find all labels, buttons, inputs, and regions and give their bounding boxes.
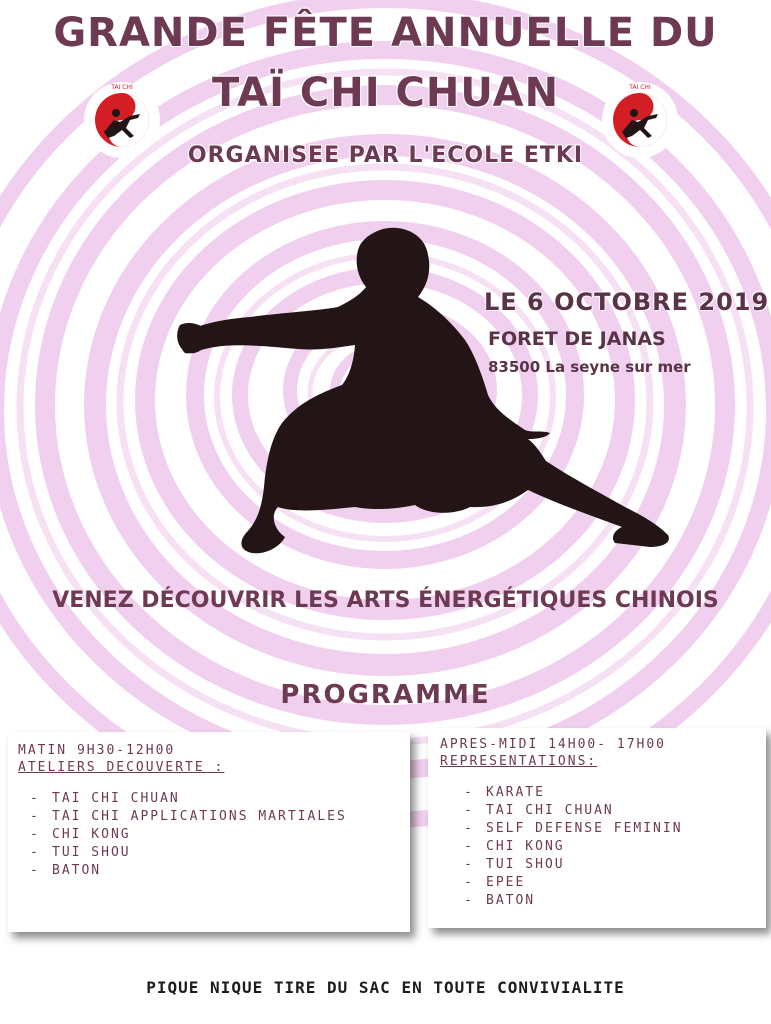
afternoon-heading: APRES-MIDI 14H00- 17H00 bbox=[440, 737, 667, 752]
morning-list bbox=[18, 790, 410, 880]
event-city: 83500 La seyne sur mer bbox=[488, 358, 691, 376]
list-item: - CHI KONG bbox=[30, 826, 410, 844]
school-logo-right bbox=[600, 80, 680, 160]
event-place: FORET DE JANAS bbox=[488, 328, 666, 350]
svg-text:TAI CHI: TAI CHI bbox=[111, 84, 133, 91]
list-item: - TAI CHI CHUAN bbox=[30, 790, 410, 808]
list-item: - BATON bbox=[464, 892, 766, 910]
tai-chi-silhouette bbox=[170, 225, 680, 565]
tagline: VENEZ DÉCOUVRIR LES ARTS ÉNERGÉTIQUES CHINOIS bbox=[52, 588, 719, 613]
list-item: - CHI KONG bbox=[464, 838, 766, 856]
list-item: - SELF DEFENSE FEMININ bbox=[464, 820, 766, 838]
list-item: - EPEE bbox=[464, 874, 766, 892]
footer-note: PIQUE NIQUE TIRE DU SAC EN TOUTE CONVIVIALITE bbox=[146, 978, 625, 997]
afternoon-list bbox=[440, 784, 766, 910]
title-line-1: GRANDE FÊTE ANNUELLE DU bbox=[53, 10, 718, 56]
programme-title: PROGRAMME bbox=[280, 680, 491, 710]
school-logo-left bbox=[82, 80, 162, 160]
list-item: - KARATE bbox=[464, 784, 766, 802]
organizer-subtitle: ORGANISEE PAR L'ECOLE ETKI bbox=[187, 143, 584, 168]
list-item: - BATON bbox=[30, 862, 410, 880]
morning-subheading: ATELIERS DECOUVERTE : bbox=[18, 760, 225, 775]
list-item: - TUI SHOU bbox=[30, 844, 410, 862]
event-date: LE 6 OCTOBRE 2019 bbox=[484, 288, 770, 316]
list-item: - TAI CHI APPLICATIONS MARTIALES bbox=[30, 808, 410, 826]
morning-heading: MATIN 9H30-12H00 bbox=[18, 743, 176, 758]
afternoon-subheading: REPRESENTATIONS: bbox=[440, 754, 598, 769]
morning-programme-box bbox=[8, 732, 410, 932]
afternoon-programme-box bbox=[428, 728, 766, 928]
list-item: - TAI CHI CHUAN bbox=[464, 802, 766, 820]
list-item: - TUI SHOU bbox=[464, 856, 766, 874]
svg-text:TAI CHI: TAI CHI bbox=[629, 84, 651, 91]
title-line-2: TAÏ CHI CHUAN bbox=[211, 70, 560, 116]
